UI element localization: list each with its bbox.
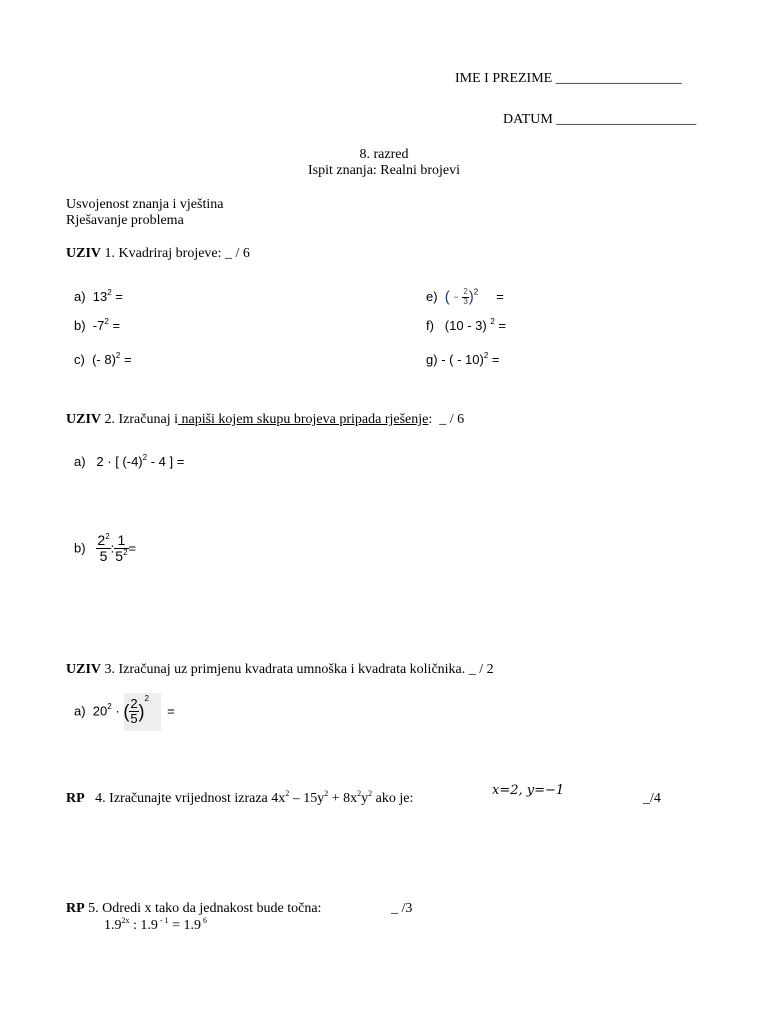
item-label: e)	[426, 288, 438, 304]
item-base: (10 - 3)	[444, 318, 487, 333]
item-equals: =	[496, 288, 504, 304]
task1-item-a	[74, 290, 123, 305]
eq-term: : 1.9	[129, 918, 158, 933]
minus-sign: −	[453, 292, 459, 303]
open-paren: (	[444, 288, 450, 306]
term: – 15y	[289, 791, 325, 806]
item-exp: 2	[142, 453, 148, 462]
task1-score: _ / 6	[225, 246, 250, 261]
term: + 8x	[328, 791, 358, 806]
frac-den: 5	[99, 548, 108, 565]
eq-term: = 1.9	[168, 918, 201, 933]
task2-heading	[66, 412, 464, 428]
task5-equation	[104, 918, 207, 934]
task1-heading	[66, 246, 250, 262]
task3-score: _ / 2	[468, 662, 494, 677]
item-exp: 2	[104, 317, 109, 326]
exam-title: Ispit znanja: Realni brojevi	[307, 163, 460, 178]
item-label: f)	[426, 318, 434, 333]
task2-score: _ / 6	[439, 412, 465, 427]
item-exp: 2	[115, 351, 121, 360]
task4-score: _/4	[643, 791, 661, 806]
name-line-2: _____	[646, 71, 682, 86]
name-field	[455, 71, 682, 87]
paren-exp: 2	[144, 694, 149, 704]
task4-heading	[66, 791, 413, 807]
open-paren: (	[123, 701, 130, 722]
task2-text-end: :	[428, 412, 433, 427]
frac-den-value: 5	[115, 548, 124, 565]
item-equals: =	[128, 540, 137, 556]
task1-item-c	[74, 353, 132, 368]
task5-score: _ /3	[391, 901, 413, 916]
item-equals: =	[124, 352, 132, 367]
item-equals: =	[167, 703, 175, 719]
task2-tag: UZIV	[66, 412, 102, 427]
exp: 2	[324, 789, 329, 798]
item-base: -7	[92, 318, 105, 333]
item-base: - ( - 10)	[441, 352, 484, 367]
item-label: b)	[74, 540, 86, 556]
task4-tag: RP	[66, 791, 85, 806]
task3-heading	[66, 662, 494, 678]
exp: 2	[357, 789, 362, 798]
frac-num: 1	[114, 533, 128, 549]
task4-condition: x=2, y=−1	[492, 783, 565, 798]
close-paren: )	[138, 701, 145, 722]
grade-title: 8. razred	[359, 147, 409, 162]
term: ako je:	[372, 791, 414, 806]
task2-text-underlined: napiši kojem skupu brojeva pripada rješenje	[177, 412, 429, 427]
task2-item-b	[74, 533, 136, 565]
task1-text: 1. Kvadriraj brojeve:	[104, 246, 222, 261]
task3-tag: UZIV	[66, 662, 102, 677]
eq-exp: 2x	[121, 916, 130, 925]
fraction-two-fifths	[129, 697, 138, 727]
task5-tag: RP	[66, 901, 85, 916]
item-label: a)	[74, 289, 86, 304]
exp: 2	[368, 789, 373, 798]
item-exp: 2	[473, 287, 479, 297]
task1-item-e	[426, 288, 504, 307]
date-field	[503, 112, 696, 128]
frac-num	[96, 533, 110, 549]
item-equals: =	[498, 318, 506, 333]
name-label: IME I PREZIME	[455, 71, 553, 86]
frac-num-exp: 2	[105, 532, 110, 541]
task1-item-b	[74, 319, 120, 334]
frac-den	[114, 549, 128, 564]
eq-term: 1.9	[104, 918, 122, 933]
item-equals: =	[112, 318, 121, 333]
task3-item-a	[74, 694, 175, 727]
item-exp: 2	[107, 288, 112, 297]
category-knowledge: Usvojenost znanja i vještina	[66, 197, 224, 212]
name-line: _____________	[555, 71, 647, 86]
fraction-2	[114, 533, 128, 565]
item-equals: =	[115, 289, 123, 304]
term: y	[361, 791, 369, 806]
dot-sign: ·	[115, 703, 120, 719]
item-base: (- 8)	[92, 352, 116, 367]
task1-item-f	[426, 319, 506, 334]
fraction-1	[96, 533, 110, 565]
task1-tag: UZIV	[66, 246, 102, 261]
date-line: ____________________	[556, 112, 697, 127]
frac-num: 2	[463, 287, 468, 296]
item-label: c)	[74, 352, 85, 367]
task1-item-g	[426, 353, 499, 368]
task2-item-a	[74, 455, 184, 470]
eq-exp: - 1	[157, 916, 169, 925]
task5-text: 5. Odredi x tako da jednakost bude točna:	[88, 901, 322, 916]
task5-heading	[66, 901, 321, 917]
frac-den: 3	[463, 296, 468, 306]
task4-text: 4. Izračunajte vrijednost izraza 4x	[95, 791, 286, 806]
task3-text: 3. Izračunaj uz primjenu kvadrata umnoška i kvadrata količnika.	[104, 662, 466, 677]
item-equals: =	[491, 352, 500, 367]
item-exp: 2	[490, 317, 495, 326]
item-base: 13	[92, 289, 108, 304]
exp: 2	[285, 789, 290, 798]
item-label: a)	[74, 454, 86, 469]
item-expr-end: - 4 ] =	[147, 454, 185, 469]
date-label: DATUM	[503, 112, 553, 127]
frac-den-exp: 2	[123, 548, 128, 558]
item-expr: 2 · [ (-4)	[96, 454, 143, 469]
category-problem-solving: Rješavanje problema	[66, 213, 184, 228]
frac-den: 5	[130, 711, 138, 727]
item-label: a)	[74, 703, 86, 719]
item-base: 20	[92, 703, 108, 719]
divide-sign: :	[110, 540, 115, 556]
close-paren: )	[468, 288, 474, 306]
eq-exp: 6	[200, 916, 207, 925]
item-exp: 2	[107, 702, 112, 712]
frac-num-value: 2	[97, 532, 106, 548]
item-exp: 2	[483, 351, 489, 360]
task2-text: 2. Izračunaj i	[104, 412, 178, 427]
item-label: b)	[74, 318, 86, 333]
frac-num: 2	[130, 696, 138, 711]
item-label: g)	[426, 352, 438, 367]
